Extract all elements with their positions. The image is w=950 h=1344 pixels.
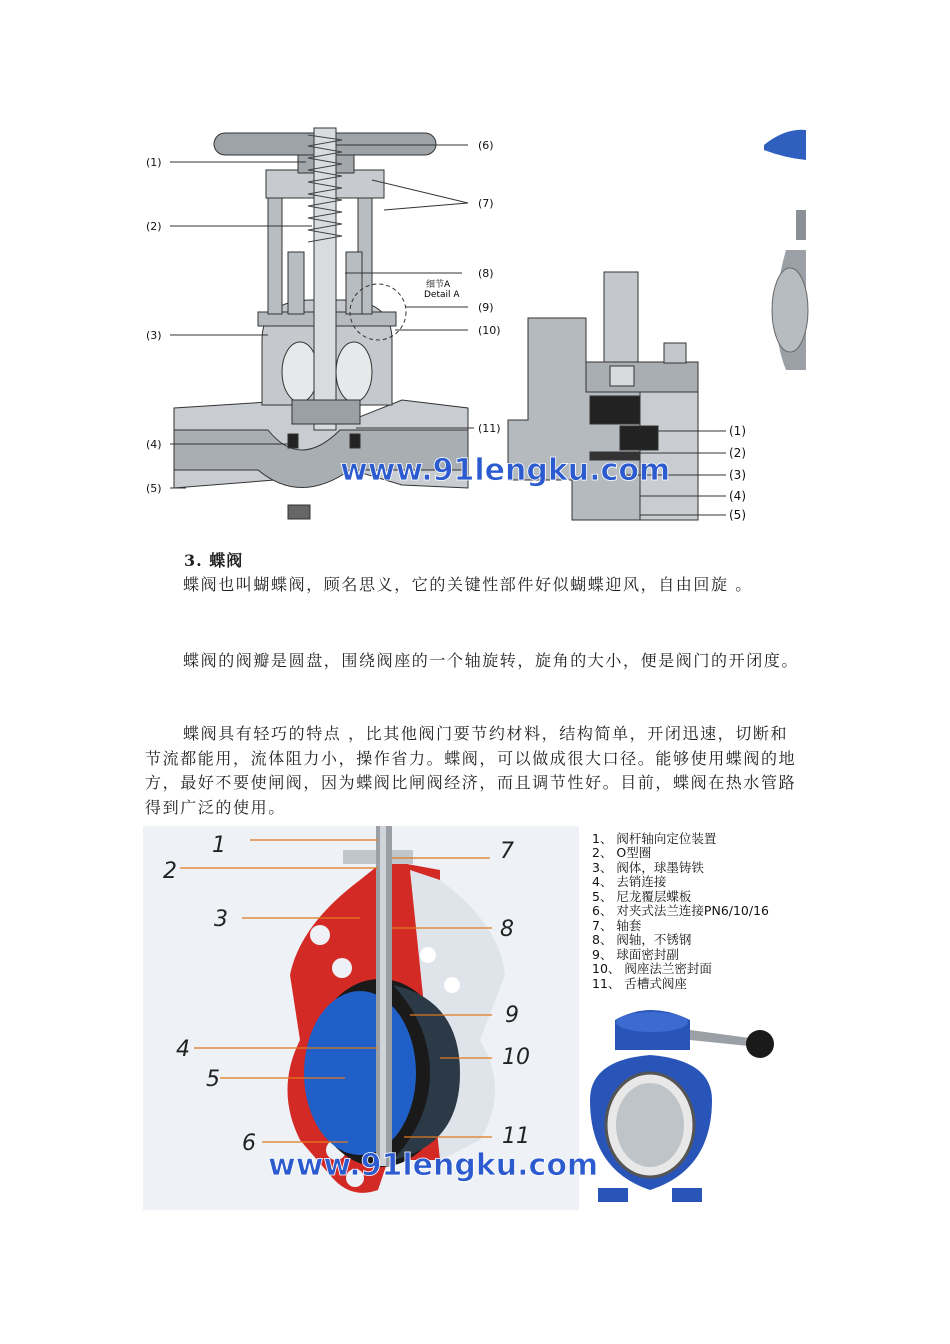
part-number-3: 3	[214, 907, 228, 932]
legend-item-10: 10、 阀座法兰密封面	[592, 961, 712, 976]
label-2: (2)	[146, 220, 162, 233]
part-number-2: 2	[163, 859, 177, 884]
detail-label-5: (5)	[729, 508, 746, 522]
detail-label-4: (4)	[729, 489, 746, 503]
legend-item-11: 11、 舌槽式阀座	[592, 976, 687, 991]
watermark-bottom: www.91lengku.com	[268, 1148, 599, 1183]
label-9: (9)	[478, 301, 494, 314]
label-8: (8)	[478, 267, 494, 280]
legend-item-2: 2、 O型圈	[592, 845, 652, 860]
legend-item-4: 4、 去销连接	[592, 874, 667, 889]
label-4: (4)	[146, 438, 162, 451]
part-number-5: 5	[206, 1067, 220, 1092]
watermark-top: www.91lengku.com	[340, 453, 671, 488]
label-7: (7)	[478, 197, 494, 210]
legend-item-7: 7、 轴套	[592, 918, 642, 933]
detail-a-en: Detail A	[424, 290, 460, 300]
legend-item-5: 5、 尼龙覆层蝶板	[592, 889, 692, 904]
section-heading: 3. 蝶阀	[184, 551, 244, 570]
paragraph-1: 蝶阀也叫蝴蝶阀，顾名思义，它的关键性部件好似蝴蝶迎风，自由回旋 。	[183, 575, 753, 594]
butterfly-legend	[592, 831, 769, 991]
detail-label-1: (1)	[729, 424, 746, 438]
part-number-4: 4	[176, 1037, 190, 1062]
butterfly-valve-photo	[590, 1010, 774, 1202]
detail-label-2: (2)	[729, 446, 746, 460]
paragraph-3: 蝶阀具有轻巧的特点 ，比其他阀门要节约材料，结构简单，开闭迅速，切断和节流都能用，流体阻力小，操作省力。蝶阀，可以做成很大口径。能够使用蝶阀的地方，最好不要使闸阀，因为蝶阀比闸阀经济，而且调节性好。目前，蝶阀在热水管路得到广泛的使用。	[145, 724, 797, 817]
detail-a-cn: 细节A	[426, 280, 451, 290]
label-3: (3)	[146, 329, 162, 342]
part-number-1: 1	[212, 833, 226, 858]
label-10: (10)	[478, 324, 501, 337]
label-5: (5)	[146, 482, 162, 495]
legend-item-8: 8、 阀轴，不锈钢	[592, 932, 692, 947]
part-number-9: 9	[505, 1003, 519, 1028]
part-number-11: 11	[502, 1124, 530, 1149]
part-number-8: 8	[500, 917, 514, 942]
part-number-7: 7	[500, 839, 514, 864]
label-11: (11)	[478, 422, 501, 435]
legend-item-6: 6、 对夹式法兰连接PN6/10/16	[592, 903, 770, 918]
label-1: (1)	[146, 156, 162, 169]
part-number-10: 10	[502, 1045, 530, 1070]
legend-item-9: 9、 球面密封副	[592, 947, 679, 962]
label-6: (6)	[478, 139, 494, 152]
legend-item-3: 3、 阀体，球墨铸铁	[592, 860, 704, 875]
legend-item-1: 1、 阀杆轴向定位装置	[592, 831, 717, 846]
paragraph-2: 蝶阀的阀瓣是圆盘，围绕阀座的一个轴旋转，旋角的大小，便是阀门的开闭度。	[183, 651, 800, 670]
detail-label-3: (3)	[729, 468, 746, 482]
part-number-6: 6	[242, 1131, 256, 1156]
